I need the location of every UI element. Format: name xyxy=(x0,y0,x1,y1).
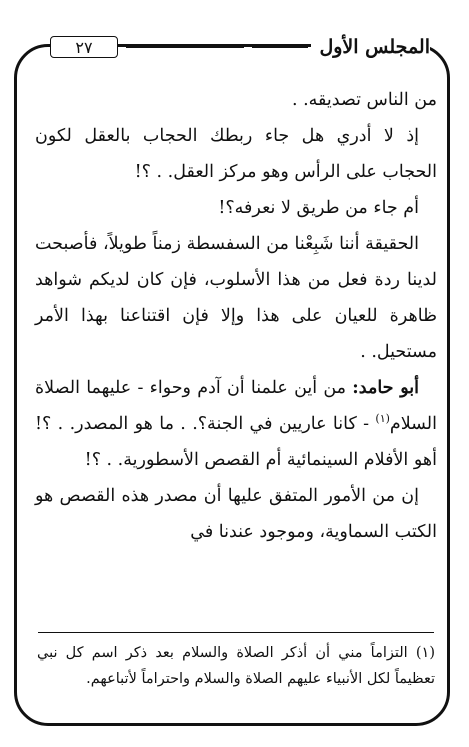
header-rule xyxy=(126,47,244,48)
footnote-reference[interactable]: (١) xyxy=(375,412,390,426)
page-number: ٢٧ xyxy=(50,36,118,58)
speaker-name: أبو حامد: xyxy=(352,378,419,398)
paragraph: إن من الأمور المتفق عليها أن مصدر هذه القصص هو الكتب السماوية، وموجود عندنا في xyxy=(35,486,437,542)
paragraph: الحقيقة أننا شَبِعْنا من السفسطة زمناً طويلاً، فأصبحت لدينا ردة فعل من هذا الأسلوب، فإن كان لديكم شواهد ظاهرة للعيان على هذا وإلا فإن اقتناعنا بهذا الأمر مستحيل. . xyxy=(35,234,437,362)
page-header xyxy=(30,34,430,60)
footnote-separator xyxy=(38,632,434,633)
paragraph: من الناس تصديقه. . xyxy=(291,90,437,110)
footnote: (١) التزاماً مني أن أذكر الصلاة والسلام بعد ذكر اسم كل نبي تعظيماً لكل الأنبياء عليهم الصلاة والسلام واحتراماً لأتباعهم. xyxy=(37,645,435,687)
chapter-title: المجلس الأول xyxy=(311,34,430,60)
dialogue-paragraph xyxy=(35,370,437,478)
body-text xyxy=(35,82,437,550)
paragraph: إذ لا أدري هل جاء ربطك الحجاب بالعقل لكون الحجاب على الرأس وهو مركز العقل. . ؟! xyxy=(35,126,437,182)
dialogue-text: من أين علمنا أن آدم وحواء - عليهما الصلاة السلام xyxy=(35,378,437,434)
paragraph: أم جاء من طريق لا نعرفه؟! xyxy=(218,198,419,218)
dialogue-text: - كانا عاريين في الجنة؟. . ما هو المصدر. . ؟! أهو الأفلام السينمائية أم القصص الأسطورية. . ؟! xyxy=(35,414,437,470)
header-rule xyxy=(252,47,308,48)
